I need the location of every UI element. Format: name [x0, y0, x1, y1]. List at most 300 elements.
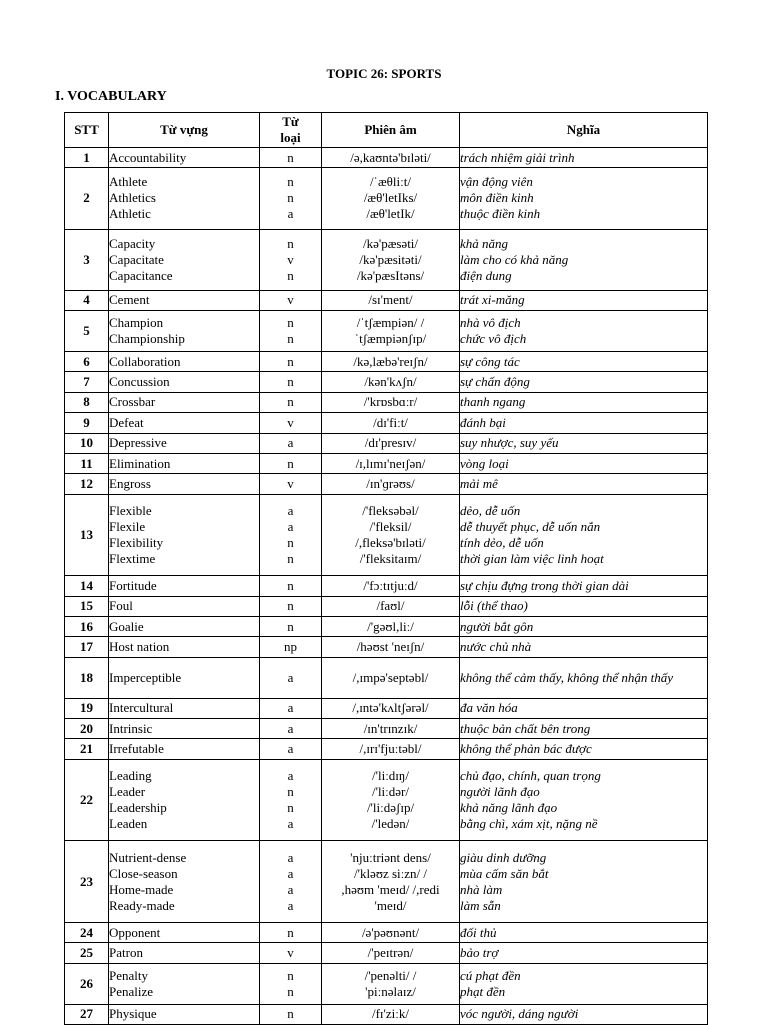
part-of-speech: v	[287, 414, 294, 430]
meaning: mùa cấm săn bắt	[460, 865, 549, 881]
meaning: thời gian làm việc linh hoạt	[460, 550, 604, 566]
meaning-cell	[460, 392, 708, 412]
meaning-cell	[460, 739, 708, 759]
pronunciation: /sɪ'ment/	[368, 292, 413, 308]
table-row	[65, 433, 708, 453]
row-number: 20	[65, 719, 109, 739]
meaning: môn điền kinh	[460, 190, 534, 206]
meaning: vóc người, dáng người	[460, 1006, 579, 1022]
meaning: làm cho có khả năng	[460, 251, 569, 267]
pronunciation-cell	[322, 494, 460, 576]
meaning: thuộc bản chất bên trong	[460, 720, 591, 736]
pronunciation: /'liːdəʃɪp/	[366, 800, 415, 816]
meaning: không thể cảm thấy, không thể nhận thấy	[460, 669, 674, 685]
row-number: 6	[65, 351, 109, 371]
pronunciation-cell	[322, 923, 460, 943]
pronunciation: /,fleksə'bɪləti/	[355, 534, 426, 550]
pronunciation: /'fɔːtɪtjuːd/	[363, 577, 418, 593]
meaning: đánh bại	[460, 414, 506, 430]
pronunciation: /'fleksil/	[369, 518, 412, 534]
vocab-word-cell	[109, 351, 260, 371]
vocab-word: Home-made	[109, 881, 174, 897]
part-of-speech-cell	[260, 229, 322, 290]
part-of-speech-cell	[260, 943, 322, 963]
pronunciation: /kə'pæsItəns/	[356, 267, 425, 283]
vocab-word: Flexile	[109, 518, 146, 534]
table-row	[65, 148, 708, 168]
vocab-word: Capacitance	[109, 267, 173, 283]
vocab-word: Capacity	[109, 235, 156, 251]
meaning: bảo trợ	[460, 945, 499, 961]
vocab-word: Flextime	[109, 550, 156, 566]
vocab-word-cell	[109, 943, 260, 963]
pronunciation: /ˈæθliːt/	[370, 174, 411, 190]
pronunciation: /ə,kaʊntə'bɪləti/	[350, 149, 431, 165]
meaning: khả năng lãnh đạo	[460, 800, 558, 816]
table-row	[65, 372, 708, 392]
pronunciation-cell	[322, 637, 460, 657]
meaning: dễ thuyết phục, dễ uốn nắn	[460, 518, 601, 534]
pronunciation-cell	[322, 392, 460, 412]
row-number: 13	[65, 494, 109, 576]
part-of-speech: a	[287, 897, 294, 913]
header-stt: STT	[65, 113, 109, 148]
pronunciation-cell	[322, 759, 460, 841]
vocab-word: Concussion	[109, 374, 170, 390]
part-of-speech-cell	[260, 596, 322, 616]
part-of-speech: n	[287, 394, 294, 410]
part-of-speech-cell	[260, 841, 322, 923]
pronunciation: 'meɪd/	[374, 897, 407, 913]
vocab-word: Champion	[109, 315, 164, 331]
vocab-word-cell	[109, 963, 260, 1004]
meaning: cú phạt đền	[460, 967, 521, 983]
meaning-cell	[460, 657, 708, 698]
vocab-word: Host nation	[109, 639, 170, 655]
vocab-word-cell	[109, 637, 260, 657]
meaning: đối thủ	[460, 924, 497, 940]
vocab-word: Elimination	[109, 455, 171, 471]
part-of-speech: a	[287, 700, 294, 716]
meaning: mải mê	[460, 475, 498, 491]
table-row	[65, 923, 708, 943]
pronunciation: /ɪn'trɪnzɪk/	[363, 720, 418, 736]
part-of-speech: n	[287, 190, 294, 206]
vocab-word: Physique	[109, 1006, 157, 1022]
table-row	[65, 1004, 708, 1024]
meaning-cell	[460, 841, 708, 923]
part-of-speech: n	[287, 983, 294, 999]
meaning: thanh ngang	[460, 394, 526, 410]
pronunciation: /æθ'letIk/	[366, 206, 415, 222]
vocab-word: Athletic	[109, 206, 151, 222]
pronunciation: /'gəʊl,liː/	[367, 618, 414, 634]
vocab-word-cell	[109, 392, 260, 412]
vocab-word-cell	[109, 372, 260, 392]
table-row	[65, 637, 708, 657]
meaning-cell	[460, 719, 708, 739]
meaning: lỗi (thể thao)	[460, 598, 528, 614]
table-row	[65, 494, 708, 576]
pronunciation: /'liːdɪŋ/	[372, 768, 409, 784]
meaning: khả năng	[460, 235, 509, 251]
part-of-speech-cell	[260, 474, 322, 494]
pronunciation-cell	[322, 311, 460, 352]
meaning-cell	[460, 290, 708, 310]
vocab-word: Championship	[109, 331, 185, 347]
header-meaning: Nghĩa	[460, 113, 708, 148]
meaning: nước chủ nhà	[460, 639, 532, 655]
meaning: tính dẻo, dễ uốn	[460, 534, 544, 550]
table-row	[65, 963, 708, 1004]
row-number: 23	[65, 841, 109, 923]
vocab-word: Depressive	[109, 435, 167, 451]
vocab-word-cell	[109, 617, 260, 637]
pronunciation: /ˈtʃæmpiən/ /	[356, 315, 425, 331]
row-number: 5	[65, 311, 109, 352]
part-of-speech: a	[287, 865, 294, 881]
pronunciation-cell	[322, 474, 460, 494]
pronunciation: /'kləʊz siːzn/ /	[353, 865, 428, 881]
table-body	[65, 148, 708, 1025]
vocab-word: Crossbar	[109, 394, 156, 410]
row-number: 1	[65, 148, 109, 168]
part-of-speech: n	[287, 598, 294, 614]
meaning: vận động viên	[460, 174, 533, 190]
row-number: 22	[65, 759, 109, 841]
part-of-speech: a	[287, 816, 294, 832]
vocab-word-cell	[109, 148, 260, 168]
part-of-speech: n	[287, 534, 294, 550]
pronunciation: 'piːnəlaɪz/	[365, 983, 416, 999]
pronunciation-cell	[322, 596, 460, 616]
meaning-cell	[460, 168, 708, 229]
vocab-word: Engross	[109, 475, 151, 491]
part-of-speech: n	[287, 235, 294, 251]
row-number: 17	[65, 637, 109, 657]
row-number: 16	[65, 617, 109, 637]
meaning-cell	[460, 413, 708, 433]
meaning: giàu dinh dưỡng	[460, 849, 547, 865]
table-row	[65, 576, 708, 596]
table-row	[65, 596, 708, 616]
part-of-speech-cell	[260, 413, 322, 433]
meaning: người lãnh đạo	[460, 784, 540, 800]
row-number: 12	[65, 474, 109, 494]
part-of-speech-cell	[260, 923, 322, 943]
vocab-word-cell	[109, 168, 260, 229]
pronunciation: ˈtʃæmpiənʃɪp/	[354, 331, 427, 347]
part-of-speech: a	[287, 881, 294, 897]
pronunciation: /,ɪntə'kʌltʃərəl/	[352, 700, 429, 716]
meaning-cell	[460, 311, 708, 352]
pronunciation: /ɪ,lɪmɪ'neɪʃən/	[355, 455, 426, 471]
meaning-cell	[460, 372, 708, 392]
part-of-speech: a	[287, 206, 294, 222]
row-number: 21	[65, 739, 109, 759]
header-ipa: Phiên âm	[322, 113, 460, 148]
pronunciation-cell	[322, 351, 460, 371]
vocab-word-cell	[109, 474, 260, 494]
pronunciation: /'ledən/	[371, 816, 410, 832]
row-number: 25	[65, 943, 109, 963]
part-of-speech: a	[287, 741, 294, 757]
meaning: trát xi-măng	[460, 292, 525, 308]
meaning: sự chấn động	[460, 374, 530, 390]
part-of-speech-cell	[260, 698, 322, 718]
row-number: 18	[65, 657, 109, 698]
meaning-cell	[460, 148, 708, 168]
part-of-speech-cell	[260, 657, 322, 698]
meaning-cell	[460, 698, 708, 718]
meaning-cell	[460, 351, 708, 371]
meaning-cell	[460, 453, 708, 473]
part-of-speech: v	[287, 292, 294, 308]
part-of-speech-cell	[260, 392, 322, 412]
pronunciation-cell	[322, 657, 460, 698]
vocab-word-cell	[109, 698, 260, 718]
meaning: vòng loại	[460, 455, 509, 471]
table-row	[65, 168, 708, 229]
vocab-word: Imperceptible	[109, 669, 182, 685]
meaning-cell	[460, 943, 708, 963]
row-number: 15	[65, 596, 109, 616]
part-of-speech: n	[287, 550, 294, 566]
vocab-word-cell	[109, 719, 260, 739]
row-number: 19	[65, 698, 109, 718]
pronunciation-cell	[322, 148, 460, 168]
part-of-speech: n	[287, 800, 294, 816]
meaning: người bắt gôn	[460, 618, 534, 634]
pronunciation-cell	[322, 168, 460, 229]
pronunciation-cell	[322, 719, 460, 739]
pronunciation-cell	[322, 698, 460, 718]
part-of-speech: a	[287, 720, 294, 736]
pronunciation: /ə'pəʊnənt/	[361, 924, 420, 940]
meaning: sự công tác	[460, 353, 520, 369]
pronunciation-cell	[322, 739, 460, 759]
vocabulary-table	[64, 112, 708, 1025]
pronunciation: /kə'pæsəti/	[362, 235, 419, 251]
part-of-speech: a	[287, 502, 294, 518]
pronunciation: /'krɒsbɑːr/	[363, 394, 418, 410]
pronunciation-cell	[322, 1004, 460, 1024]
part-of-speech-cell	[260, 290, 322, 310]
row-number: 8	[65, 392, 109, 412]
meaning-cell	[460, 474, 708, 494]
pronunciation: /kə,læbə'reɪʃn/	[353, 353, 428, 369]
vocab-word: Cement	[109, 292, 150, 308]
part-of-speech-cell	[260, 637, 322, 657]
pronunciation-cell	[322, 453, 460, 473]
vocab-word-cell	[109, 657, 260, 698]
pronunciation-cell	[322, 963, 460, 1004]
part-of-speech: n	[287, 455, 294, 471]
part-of-speech-cell	[260, 576, 322, 596]
pronunciation: /,ɪrɪ'fjuːtəbl/	[359, 741, 422, 757]
pronunciation: /'peɪtrən/	[367, 945, 414, 961]
vocab-word: Goalie	[109, 618, 144, 634]
pronunciation: /dɪ'presɪv/	[364, 435, 417, 451]
pronunciation-cell	[322, 290, 460, 310]
vocab-word-cell	[109, 229, 260, 290]
meaning: bằng chì, xám xịt, nặng nề	[460, 816, 598, 832]
meaning: suy nhược, suy yếu	[460, 435, 559, 451]
pronunciation: ,həʊm 'meɪd/ /,redi	[341, 881, 440, 897]
table-row	[65, 739, 708, 759]
meaning-cell	[460, 576, 708, 596]
part-of-speech: n	[287, 315, 294, 331]
meaning-cell	[460, 229, 708, 290]
pronunciation-cell	[322, 576, 460, 596]
pronunciation: /'fleksitaɪm/	[359, 550, 422, 566]
table-row	[65, 943, 708, 963]
part-of-speech-cell	[260, 963, 322, 1004]
vocab-word-cell	[109, 413, 260, 433]
table-row	[65, 617, 708, 637]
row-number: 11	[65, 453, 109, 473]
meaning: nhà vô địch	[460, 315, 521, 331]
part-of-speech: n	[287, 618, 294, 634]
vocab-word: Leaden	[109, 816, 148, 832]
meaning: phạt đền	[460, 983, 506, 999]
vocab-word: Penalize	[109, 983, 154, 999]
pronunciation-cell	[322, 372, 460, 392]
part-of-speech: n	[287, 374, 294, 390]
table-row	[65, 413, 708, 433]
part-of-speech: n	[287, 331, 294, 347]
pronunciation-cell	[322, 433, 460, 453]
vocab-word: Intrinsic	[109, 720, 153, 736]
section-heading: I. VOCABULARY	[55, 89, 167, 104]
pronunciation: /fɪ'ziːk/	[371, 1006, 409, 1022]
vocab-word: Fortitude	[109, 577, 157, 593]
pronunciation: /ɪn'ɡrəʊs/	[366, 475, 415, 491]
part-of-speech-cell	[260, 433, 322, 453]
meaning: dẻo, dễ uốn	[460, 502, 521, 518]
vocab-word: Athletics	[109, 190, 156, 206]
vocab-word-cell	[109, 841, 260, 923]
meaning: không thể phản bác được	[460, 741, 592, 757]
vocab-word-cell	[109, 433, 260, 453]
vocab-word-cell	[109, 576, 260, 596]
table-row	[65, 392, 708, 412]
part-of-speech: n	[287, 267, 294, 283]
table-row	[65, 311, 708, 352]
part-of-speech: v	[287, 251, 294, 267]
vocab-word-cell	[109, 1004, 260, 1024]
meaning: sự chịu đựng trong thời gian dài	[460, 577, 629, 593]
part-of-speech: n	[287, 1006, 294, 1022]
part-of-speech: n	[287, 967, 294, 983]
vocab-word: Leadership	[109, 800, 167, 816]
table-row	[65, 290, 708, 310]
part-of-speech: n	[287, 149, 294, 165]
part-of-speech: v	[287, 475, 294, 491]
vocab-word: Nutrient-dense	[109, 849, 187, 865]
part-of-speech-cell	[260, 739, 322, 759]
meaning-cell	[460, 596, 708, 616]
meaning: đa văn hóa	[460, 700, 518, 716]
page-title: TOPIC 26: SPORTS	[326, 66, 442, 81]
table-row	[65, 841, 708, 923]
part-of-speech: a	[287, 435, 294, 451]
part-of-speech: n	[287, 174, 294, 190]
pronunciation: 'njuːtriənt dens/	[350, 849, 431, 865]
pronunciation: /həʊst 'neɪʃn/	[356, 639, 425, 655]
row-number: 27	[65, 1004, 109, 1024]
vocab-word: Capacitate	[109, 251, 164, 267]
pronunciation: /'liːdər/	[371, 784, 409, 800]
vocab-word: Foul	[109, 598, 133, 614]
pronunciation: /,ɪmpə'septəbl/	[352, 669, 429, 685]
meaning: thuộc điền kinh	[460, 206, 541, 222]
row-number: 2	[65, 168, 109, 229]
part-of-speech: a	[287, 768, 294, 784]
table-row	[65, 229, 708, 290]
pronunciation-cell	[322, 943, 460, 963]
meaning-cell	[460, 617, 708, 637]
pronunciation-cell	[322, 229, 460, 290]
vocab-word-cell	[109, 290, 260, 310]
meaning: chức vô địch	[460, 331, 527, 347]
vocab-word-cell	[109, 759, 260, 841]
row-number: 9	[65, 413, 109, 433]
meaning-cell	[460, 759, 708, 841]
vocab-word-cell	[109, 923, 260, 943]
pronunciation: /kən'kʌʃn/	[364, 374, 417, 390]
part-of-speech: np	[284, 639, 297, 655]
pronunciation: /faʊl/	[376, 598, 405, 614]
table-row	[65, 453, 708, 473]
table-row	[65, 474, 708, 494]
row-number: 7	[65, 372, 109, 392]
part-of-speech-cell	[260, 453, 322, 473]
meaning-cell	[460, 494, 708, 576]
row-number: 26	[65, 963, 109, 1004]
row-number: 10	[65, 433, 109, 453]
meaning: chủ đạo, chính, quan trọng	[460, 768, 601, 784]
part-of-speech: n	[287, 577, 294, 593]
vocab-word: Flexible	[109, 502, 152, 518]
part-of-speech-cell	[260, 719, 322, 739]
vocab-word: Close-season	[109, 865, 178, 881]
meaning: làm sẵn	[460, 897, 501, 913]
vocab-word: Penalty	[109, 967, 148, 983]
part-of-speech: a	[287, 518, 294, 534]
part-of-speech-cell	[260, 494, 322, 576]
vocab-word: Ready-made	[109, 897, 175, 913]
vocab-word: Defeat	[109, 414, 144, 430]
part-of-speech: n	[287, 924, 294, 940]
vocab-word: Accountability	[109, 149, 187, 165]
vocab-word: Athlete	[109, 174, 148, 190]
meaning: nhà làm	[460, 881, 503, 897]
meaning: trách nhiệm giải trình	[460, 149, 575, 165]
pronunciation: /dɪ'fiːt/	[373, 414, 408, 430]
part-of-speech-cell	[260, 351, 322, 371]
row-number: 14	[65, 576, 109, 596]
part-of-speech-cell	[260, 372, 322, 392]
pronunciation-cell	[322, 841, 460, 923]
vocab-word: Intercultural	[109, 700, 174, 716]
table-row	[65, 698, 708, 718]
part-of-speech-cell	[260, 1004, 322, 1024]
pronunciation: /'fleksəbəl/	[362, 502, 419, 518]
vocab-word-cell	[109, 739, 260, 759]
part-of-speech-cell	[260, 311, 322, 352]
header-pos: Từ loại	[260, 113, 322, 148]
